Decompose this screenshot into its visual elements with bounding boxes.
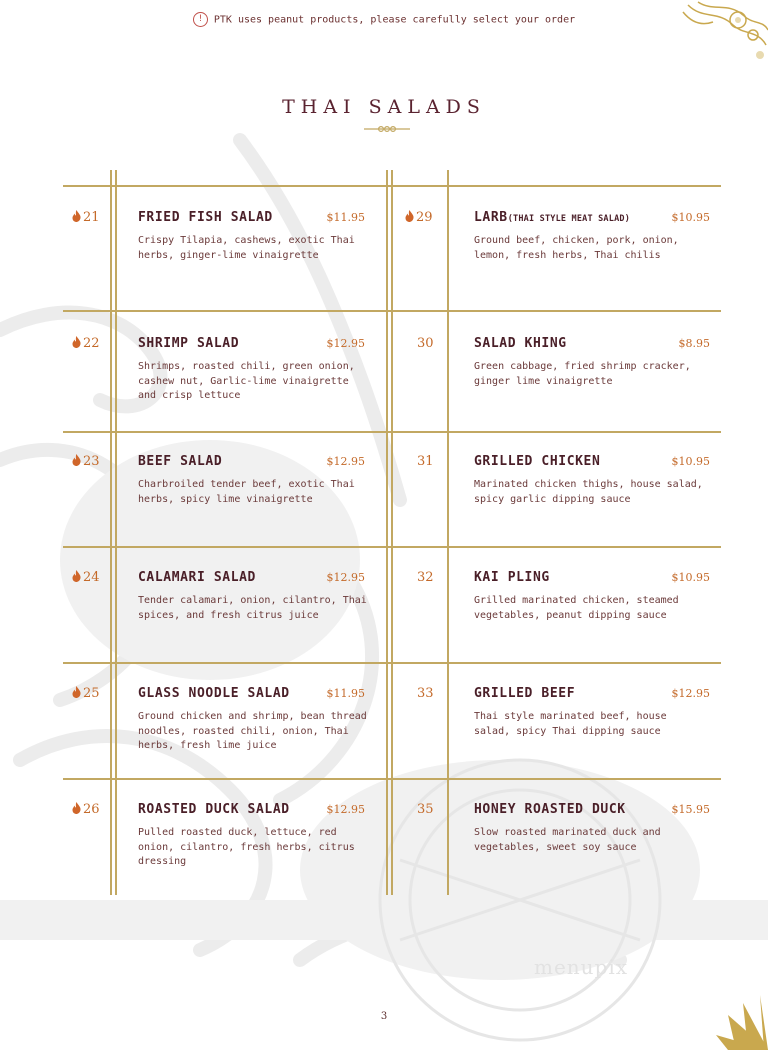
item-name-text: FRIED FISH SALAD bbox=[138, 210, 273, 225]
page-number: 3 bbox=[380, 1011, 388, 1022]
item-description: Charbroiled tender beef, exotic Thai herbs, spicy lime vinaigrette bbox=[138, 479, 355, 505]
item-number-text: 30 bbox=[417, 336, 434, 351]
item-number-text: 33 bbox=[417, 686, 434, 701]
item-description: Grilled marinated chicken, steamed vegetables, peanut dipping sauce bbox=[474, 595, 679, 621]
item-number-text: 32 bbox=[417, 570, 434, 585]
grid-column-line bbox=[391, 170, 393, 895]
item-price: $8.95 bbox=[678, 337, 710, 350]
title-ornament bbox=[364, 124, 410, 134]
item-number-text: 21 bbox=[83, 210, 100, 225]
watermark: menupix bbox=[534, 955, 629, 979]
item-name-text: ROASTED DUCK SALAD bbox=[138, 802, 290, 817]
section-title: THAI SALADS bbox=[282, 96, 486, 118]
grid-column-line bbox=[110, 170, 112, 895]
item-price: $15.95 bbox=[671, 803, 710, 816]
sunburst-corner-ornament bbox=[708, 995, 768, 1050]
item-price: $10.95 bbox=[671, 571, 710, 584]
item-subtitle: (THAI STYLE MEAT SALAD) bbox=[507, 214, 631, 224]
item-number-text: 35 bbox=[417, 802, 434, 817]
item-description: Shrimps, roasted chili, green onion, cashew nut, Garlic-lime vinaigrette and crisp lettuce bbox=[138, 361, 355, 401]
item-description: Tender calamari, onion, cilantro, Thai spices, and fresh citrus juice bbox=[138, 595, 367, 621]
item-price: $11.95 bbox=[326, 211, 365, 224]
item-number-text: 29 bbox=[416, 210, 433, 225]
item-price: $12.95 bbox=[671, 687, 710, 700]
item-number-text: 24 bbox=[83, 570, 100, 585]
peanut-warning bbox=[0, 12, 768, 27]
item-name-text: GRILLED CHICKEN bbox=[474, 454, 601, 469]
item-name-text: LARB bbox=[474, 210, 508, 225]
grid-column-line bbox=[386, 170, 388, 895]
grid-column-line bbox=[115, 170, 117, 895]
item-name-text: GLASS NOODLE SALAD bbox=[138, 686, 290, 701]
item-name-text: KAI PLING bbox=[474, 570, 550, 585]
item-name-text: SALAD KHING bbox=[474, 336, 567, 351]
item-name-text: HONEY ROASTED DUCK bbox=[474, 802, 626, 817]
item-name-text: GRILLED BEEF bbox=[474, 686, 576, 701]
item-number-text: 25 bbox=[83, 686, 100, 701]
item-description: Pulled roasted duck, lettuce, red onion, cilantro, fresh herbs, citrus dressing bbox=[138, 827, 355, 867]
item-price: $11.95 bbox=[326, 687, 365, 700]
item-number-text: 23 bbox=[83, 454, 100, 469]
item-price: $10.95 bbox=[671, 211, 710, 224]
item-description: Thai style marinated beef, house salad, spicy Thai dipping sauce bbox=[474, 711, 667, 737]
item-price: $10.95 bbox=[671, 455, 710, 468]
item-description: Green cabbage, fried shrimp cracker, ginger lime vinaigrette bbox=[474, 361, 691, 387]
item-name-text: CALAMARI SALAD bbox=[138, 570, 256, 585]
gold-corner-ornament bbox=[678, 0, 768, 70]
exclamation-circle-icon: ! bbox=[193, 12, 208, 27]
item-description: Ground chicken and shrimp, bean thread noodles, roasted chili, onion, Thai herbs, fresh lime juice bbox=[138, 711, 367, 751]
item-price: $12.95 bbox=[326, 455, 365, 468]
item-name-text: SHRIMP SALAD bbox=[138, 336, 240, 351]
peanut-warning-text: PTK uses peanut products, please carefully select your order bbox=[213, 14, 576, 26]
item-name-text: BEEF SALAD bbox=[138, 454, 223, 469]
item-number-text: 26 bbox=[83, 802, 100, 817]
item-number-text: 31 bbox=[417, 454, 434, 469]
item-price: $12.95 bbox=[326, 337, 365, 350]
item-description: Crispy Tilapia, cashews, exotic Thai herbs, ginger-lime vinaigrette bbox=[138, 235, 355, 261]
item-number-text: 22 bbox=[83, 336, 100, 351]
item-price: $12.95 bbox=[326, 803, 365, 816]
grid-column-line bbox=[447, 170, 449, 895]
item-description: Marinated chicken thighs, house salad, spicy garlic dipping sauce bbox=[474, 479, 703, 505]
item-description: Slow roasted marinated duck and vegetables, sweet soy sauce bbox=[474, 827, 661, 853]
item-price: $12.95 bbox=[326, 571, 365, 584]
item-description: Ground beef, chicken, pork, onion, lemon, fresh herbs, Thai chilis bbox=[474, 235, 679, 261]
